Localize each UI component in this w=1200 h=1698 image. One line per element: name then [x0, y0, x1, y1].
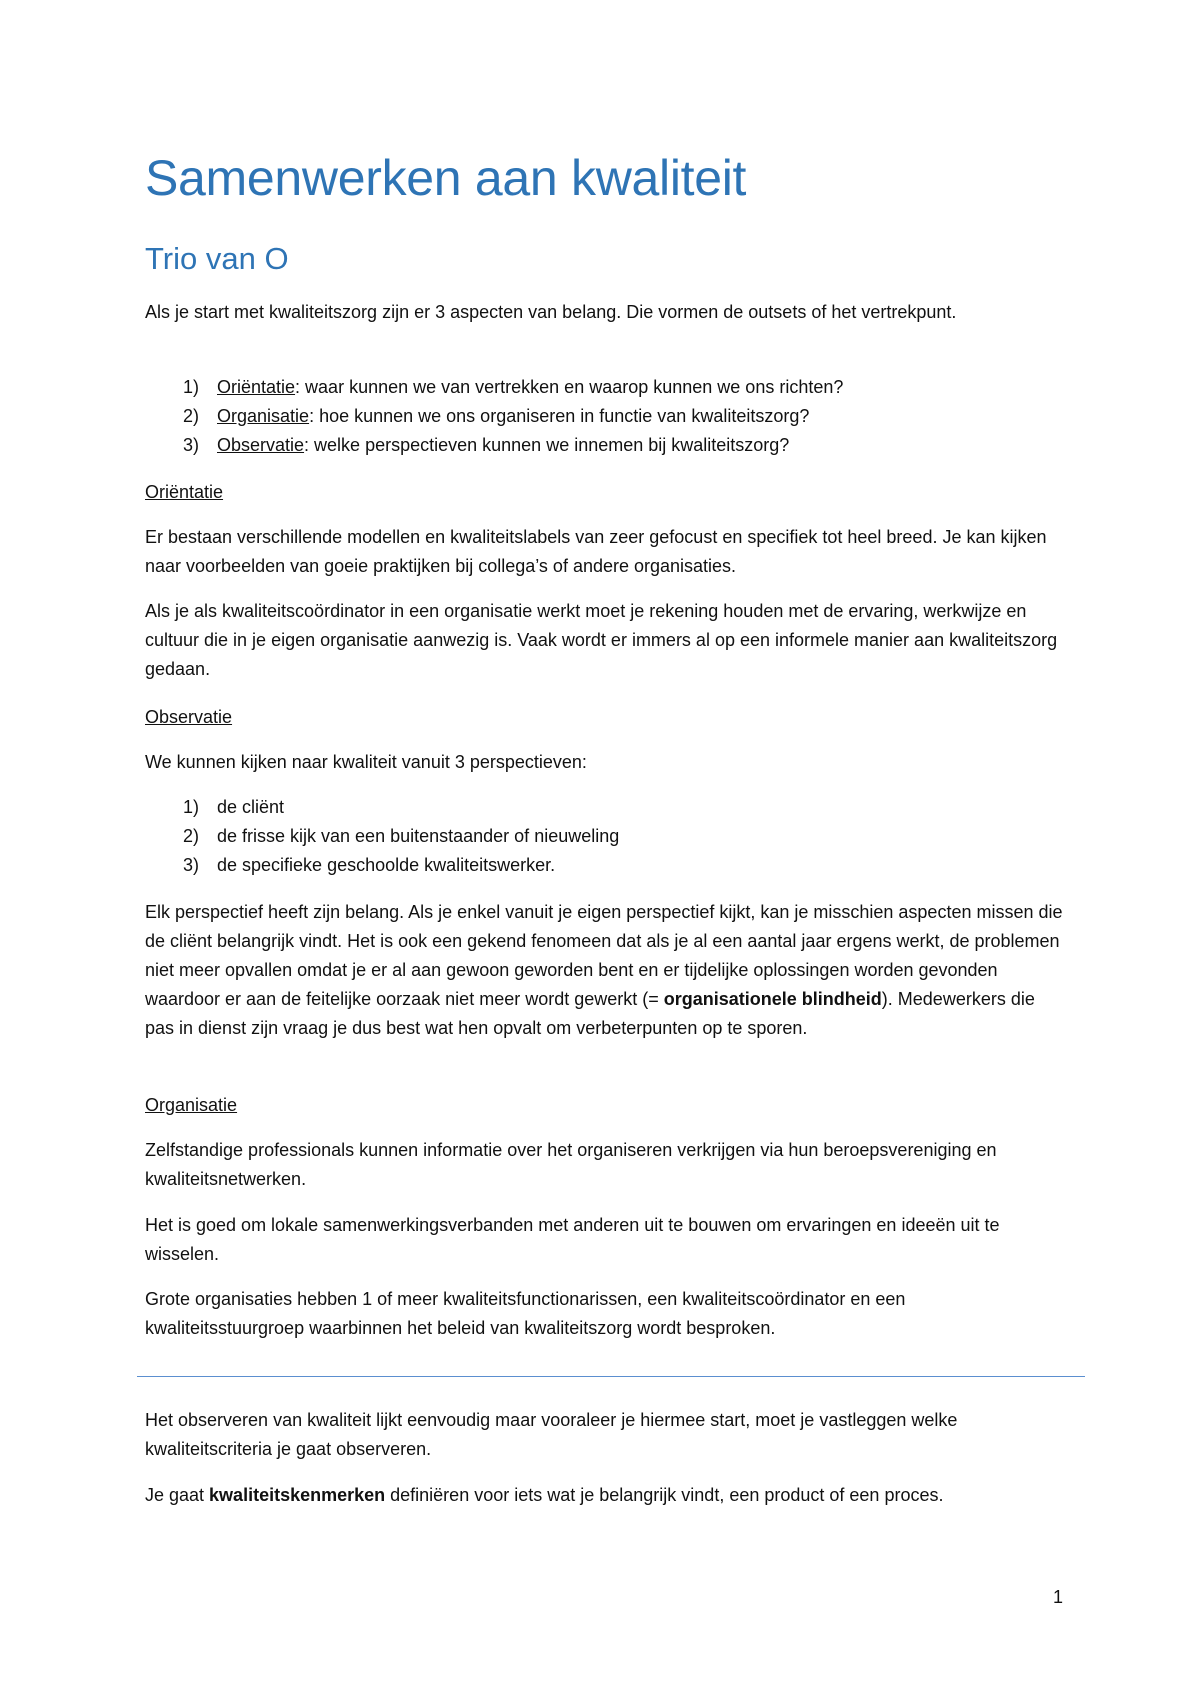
perspectives-list	[145, 793, 619, 880]
section-heading-organisatie: Organisatie	[145, 1095, 238, 1115]
observing-paragraph: Het observeren van kwaliteit lijkt eenvoudig maar vooraleer je hiermee start, moet je vastleggen welke kwaliteitscriteria je gaat observeren.	[145, 1410, 958, 1459]
list-item: 2) de frisse kijk van een buitenstaander of nieuweling	[183, 826, 620, 846]
section-heading-observatie: Observatie	[145, 707, 233, 727]
section-divider	[137, 1376, 1085, 1377]
observatie-intro: We kunnen kijken naar kwaliteit vanuit 3 perspectieven:	[145, 752, 587, 772]
orientatie-paragraph-1: Er bestaan verschillende modellen en kwaliteitslabels van zeer gefocust en specifiek tot heel breed. Je kan kijken naar voorbeelden van goeie praktijken bij collega’s of andere organisaties.	[145, 527, 1047, 576]
intro-paragraph: Als je start met kwaliteitszorg zijn er 3 aspecten van belang. Die vormen de outsets of het vertrekpunt.	[145, 302, 957, 322]
document-title: Samenwerken aan kwaliteit	[145, 150, 747, 206]
list-item: 3) de specifieke geschoolde kwaliteitswerker.	[183, 855, 556, 875]
list-item: 3) Observatie: welke perspectieven kunnen we innemen bij kwaliteitszorg?	[183, 435, 790, 455]
list-item: 1) Oriëntatie: waar kunnen we van vertrekken en waarop kunnen we ons richten?	[183, 377, 844, 397]
aspect-term: Organisatie	[217, 406, 310, 426]
list-item: 1) de cliënt	[183, 797, 285, 817]
bold-term: kwaliteitskenmerken	[209, 1485, 386, 1505]
observatie-paragraph: Elk perspectief heeft zijn belang. Als je enkel vanuit je eigen perspectief kijkt, kan je misschien aspecten missen die de cliënt belangrijk vindt. Het is ook een gekend fenomeen dat als je al een aantal jaar ergens werkt, de problemen niet meer opvallen omdat je er al aan gewoon geworden bent en er tijdelijke oplossingen worden gevonden waardoor er aan de feitelijke oorzaak niet meer wordt gewerkt (= organisationele blindheid). Medewerkers die pas in dienst zijn vraag je dus best wat hen opvalt om verbeterpunten op te sporen.	[145, 902, 1063, 1038]
section-heading-orientatie: Oriëntatie	[145, 482, 224, 502]
bold-term: organisationele blindheid	[663, 989, 882, 1009]
page-number: 1	[1053, 1587, 1064, 1607]
aspects-list	[145, 373, 843, 460]
kenmerken-paragraph: Je gaat kwaliteitskenmerken definiëren voor iets wat je belangrijk vindt, een product of een proces.	[145, 1485, 944, 1505]
document-subtitle: Trio van O	[145, 241, 289, 276]
organisatie-paragraph-2: Het is goed om lokale samenwerkingsverbanden met anderen uit te bouwen om ervaringen en ideeën uit te wisselen.	[145, 1215, 1000, 1264]
orientatie-paragraph-2: Als je als kwaliteitscoördinator in een organisatie werkt moet je rekening houden met de ervaring, werkwijze en cultuur die in je eigen organisatie aanwezig is. Vaak wordt er immers al op een informele manier aan kwaliteitszorg gedaan.	[145, 601, 1058, 679]
aspect-term: Oriëntatie	[217, 377, 296, 397]
organisatie-paragraph-1: Zelfstandige professionals kunnen informatie over het organiseren verkrijgen via hun beroepsvereniging en kwaliteitsnetwerken.	[145, 1140, 997, 1189]
aspect-term: Observatie	[217, 435, 305, 455]
list-item: 2) Organisatie: hoe kunnen we ons organiseren in functie van kwaliteitszorg?	[183, 406, 810, 426]
organisatie-paragraph-3: Grote organisaties hebben 1 of meer kwaliteitsfunctionarissen, een kwaliteitscoördinator en een kwaliteitsstuurgroep waarbinnen het beleid van kwaliteitszorg wordt besproken.	[145, 1289, 906, 1338]
